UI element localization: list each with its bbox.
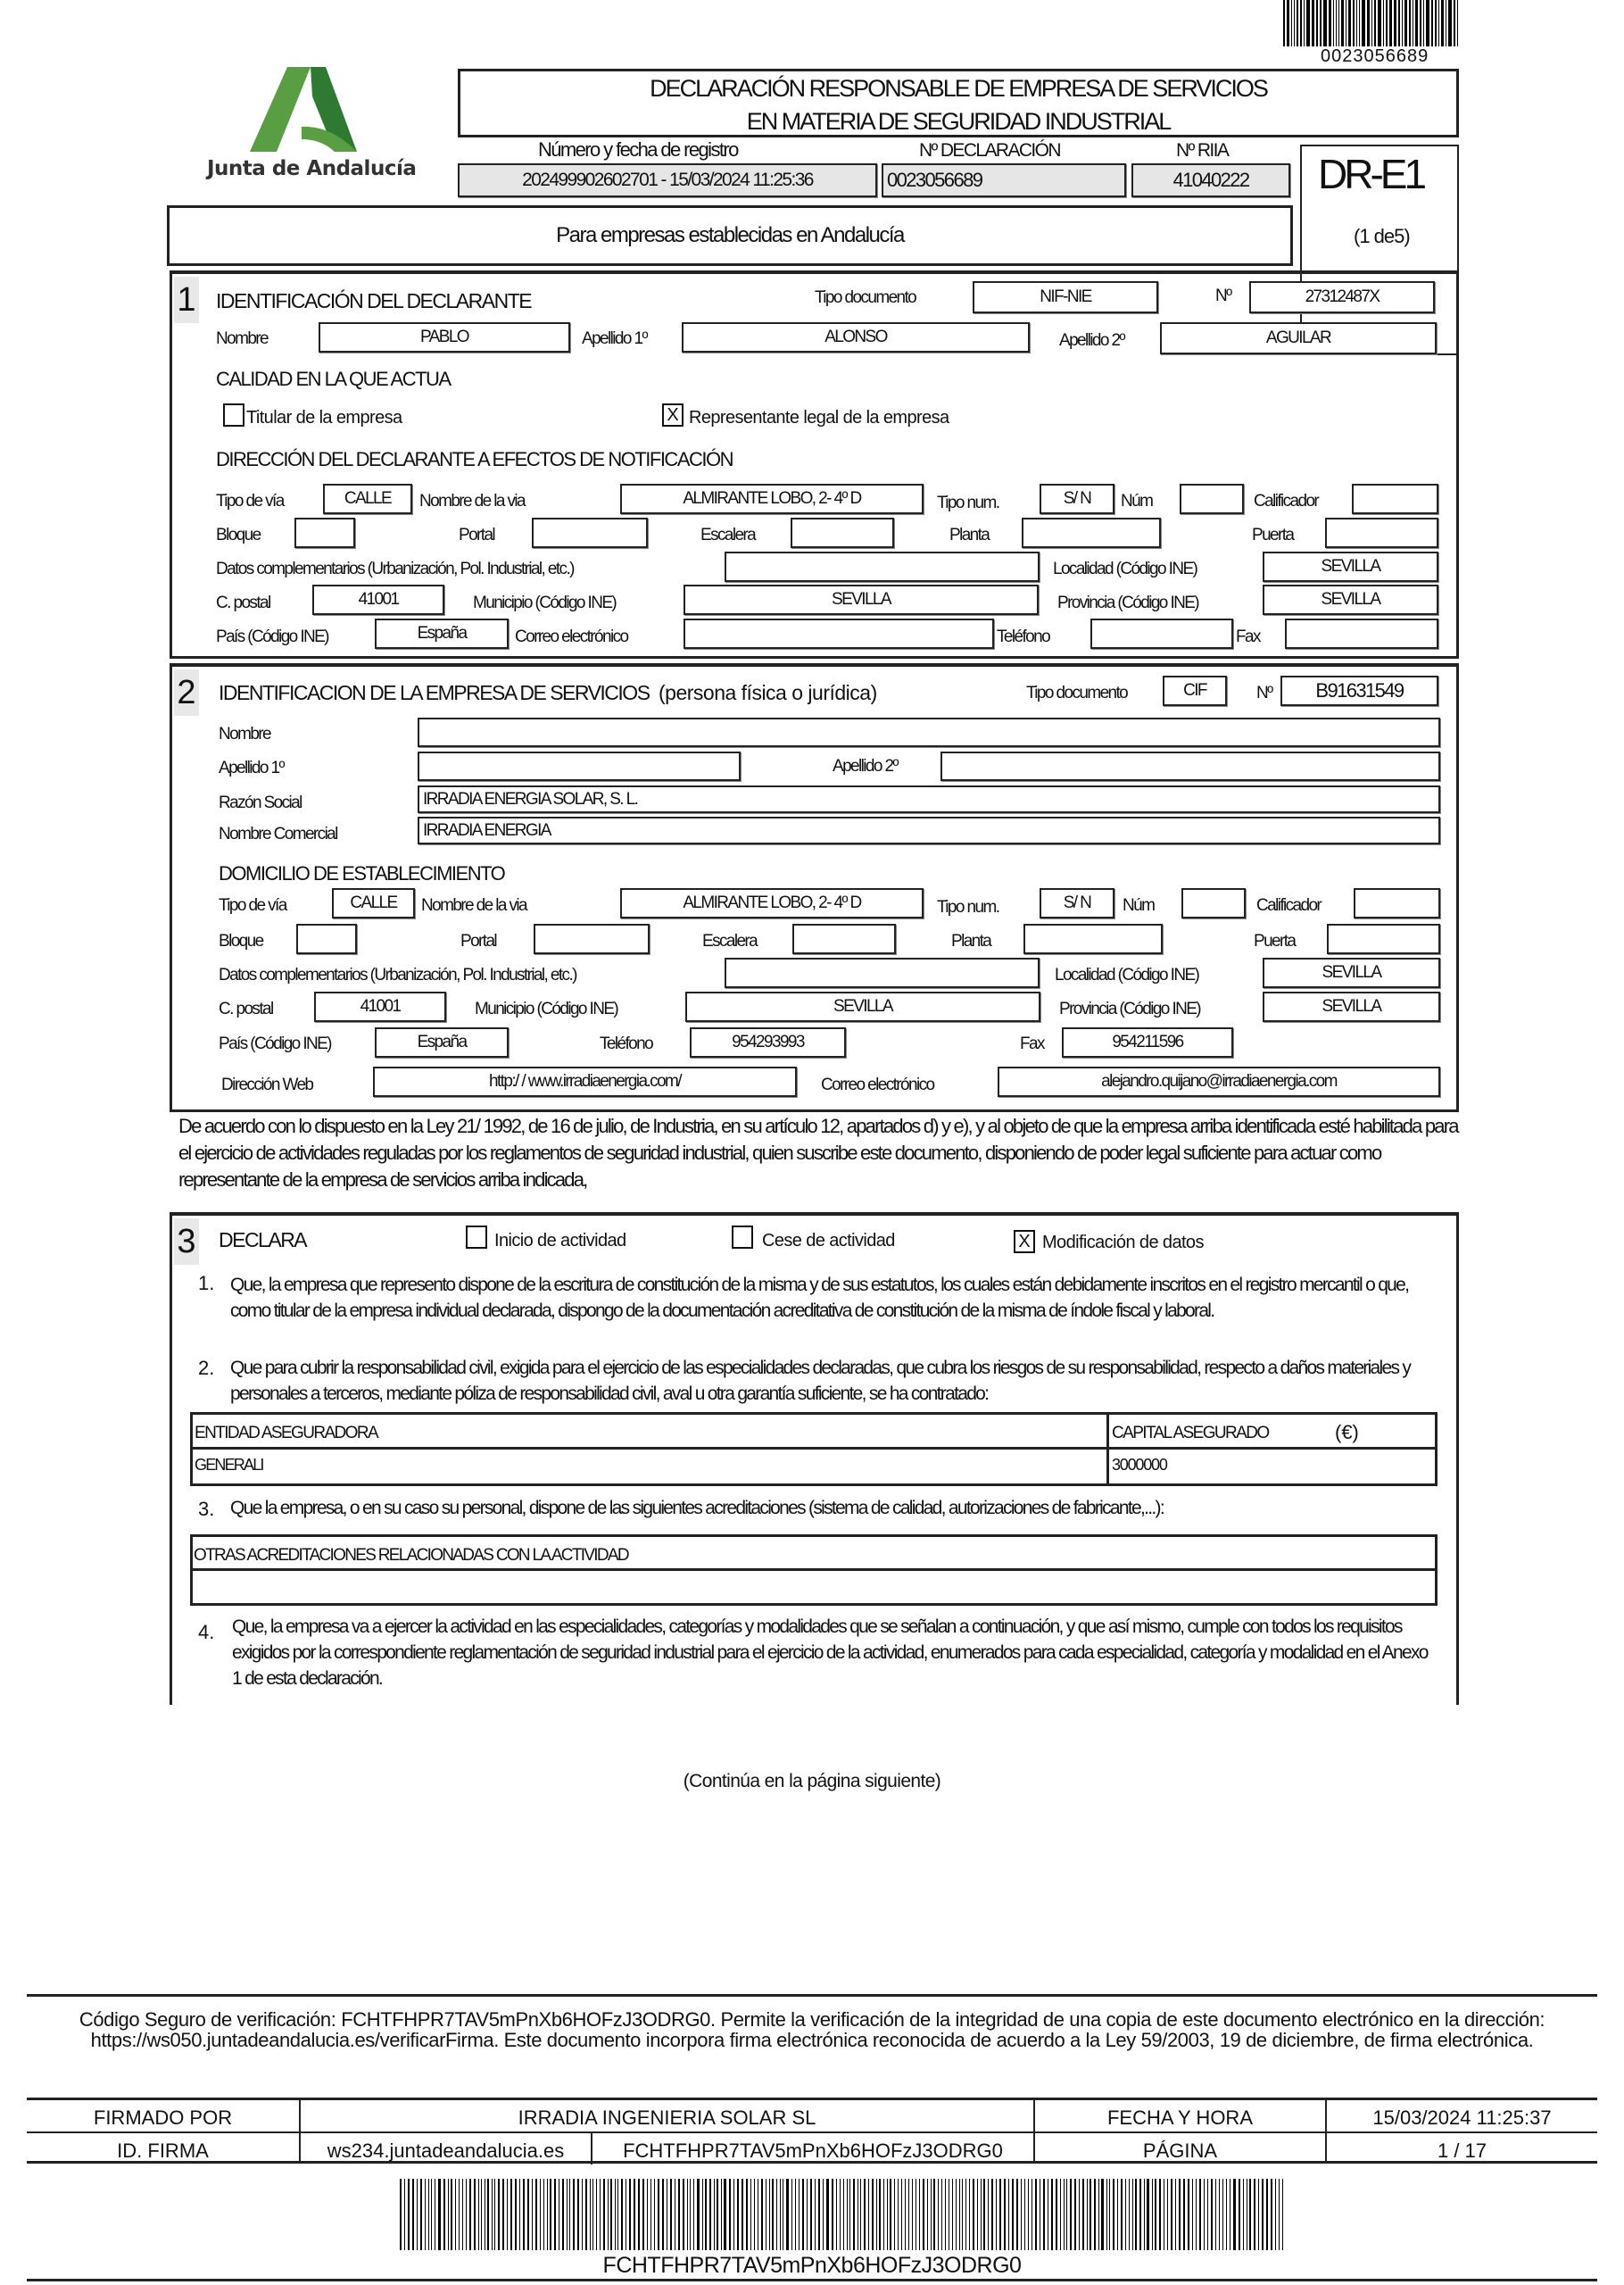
- riia-label: Nº RIIA: [1176, 140, 1229, 161]
- s1-portal-label: Portal: [459, 526, 495, 544]
- modificacion-datos-label: Modificación de datos: [1042, 1233, 1204, 1252]
- s2-localidad-label: Localidad (Código INE): [1055, 966, 1199, 985]
- s1-nombre-via-label: Nombre de la via: [419, 492, 526, 511]
- id-firma-code: FCHTFHPR7TAV5mPnXb6HOFzJ3ODRG0: [623, 2140, 1003, 2162]
- s1-portal-field[interactable]: [532, 518, 648, 548]
- modificacion-datos-checkbox[interactable]: X: [1014, 1230, 1035, 1253]
- subtitle-box: [167, 205, 1293, 266]
- s2-apellido1-field[interactable]: [418, 752, 741, 781]
- insurance-header-euro: (€): [1335, 1421, 1359, 1443]
- s1-nombre-field[interactable]: PABLO: [319, 322, 570, 353]
- s2-bloque-field[interactable]: [296, 924, 357, 954]
- firmado-por-value: IRRADIA INGENIERIA SOLAR SL: [518, 2106, 816, 2129]
- fecha-hora-label: FECHA Y HORA: [1106, 2106, 1253, 2129]
- declaracion-field: 0023056689: [882, 163, 1126, 197]
- s2-localidad-field[interactable]: SEVILLA: [1263, 958, 1440, 988]
- s2-apellido1-label: Apellido 1º: [219, 759, 284, 777]
- s2-datos-label: Datos complementarios (Urbanización, Pol. Industrial, etc.): [219, 966, 576, 985]
- accreditations-table: [190, 1534, 1438, 1606]
- s2-web-field[interactable]: http:/ / www.irradiaenergia.com/: [373, 1067, 797, 1097]
- s1-apellido1-label: Apellido 1º: [582, 329, 647, 348]
- pagina-label: PÁGINA: [1142, 2140, 1218, 2162]
- s1-cpostal-field[interactable]: 41001: [312, 585, 444, 615]
- accreditations-header: OTRAS ACREDITACIONES RELACIONADAS CON LA ACTIVIDAD: [193, 1537, 1435, 1571]
- signature-table: [27, 2098, 1597, 2164]
- s2-municipio-label: Municipio (Código INE): [475, 1000, 618, 1018]
- titular-checkbox[interactable]: [223, 403, 244, 427]
- s2-nombre-via-field[interactable]: ALMIRANTE LOBO, 2- 4º D: [620, 888, 924, 918]
- legal-paragraph: De acuerdo con lo dispuesto en la Ley 21/ 1992, de 16 de julio, de Industria, en su artículo 12, apartados d) y e), y al objeto de que la empresa arriba identificada esté habilitada para el ejercicio de actividades reguladas por los reglamentos de seguridad industrial, quien suscribe este documento, disponiendo de poder legal suficiente para actuar como representante de la empresa de servicios arriba indicada,: [178, 1115, 1458, 1191]
- riia-field: 41040222: [1131, 163, 1290, 197]
- section-2-title-wrap: [219, 681, 877, 705]
- s2-nombre-comercial-field[interactable]: IRRADIA ENERGIA: [418, 817, 1440, 844]
- s2-correo-label: Correo electrónico: [821, 1076, 934, 1094]
- s2-municipio-field[interactable]: SEVILLA: [685, 992, 1040, 1022]
- s1-provincia-label: Provincia (Código INE): [1057, 594, 1199, 612]
- s2-web-label: Dirección Web: [221, 1076, 313, 1094]
- s2-planta-label: Planta: [951, 932, 991, 951]
- s2-nombre-field[interactable]: [418, 718, 1440, 747]
- subtitle: Para empresas establecidas en Andalucía: [556, 223, 904, 247]
- s1-num-field[interactable]: 27312487X: [1249, 281, 1435, 313]
- calidad-title: CALIDAD EN LA QUE ACTUA: [216, 368, 451, 390]
- representante-label: Representante legal de la empresa: [689, 408, 949, 428]
- firmado-por-label: FIRMADO POR: [93, 2106, 233, 2129]
- id-firma-label: ID. FIRMA: [117, 2140, 209, 2162]
- s1-tipo-num-field[interactable]: S/ N: [1040, 484, 1114, 514]
- verification-text-line2: https://ws050.juntadeandalucia.es/verificarFirma. Este documento incorpora firma electrónica reconocida de acuerdo a la Ley 59/2003, 19 de diciembre, de firma electrónica.: [90, 2029, 1534, 2051]
- registro-field: 202499902602701 - 15/03/2024 11:25:36: [458, 163, 877, 197]
- s1-num-via-label: Núm: [1121, 492, 1153, 511]
- verification-footer: [27, 1994, 1597, 2281]
- insurance-col-divider: [1106, 1415, 1109, 1483]
- junta-andalucia-logo: [205, 62, 428, 187]
- s2-datos-field[interactable]: [725, 958, 1040, 988]
- s1-nombre-via-field[interactable]: ALMIRANTE LOBO, 2- 4º D: [620, 484, 924, 514]
- insurance-header-entidad: ENTIDAD ASEGURADORA: [195, 1424, 378, 1442]
- s1-planta-label: Planta: [949, 526, 990, 544]
- s2-nombre-label: Nombre: [219, 725, 270, 744]
- s2-escalera-label: Escalera: [702, 932, 758, 951]
- s2-escalera-field[interactable]: [792, 924, 896, 954]
- declara-item-4-num: 4.: [198, 1621, 215, 1643]
- s1-apellido2-field[interactable]: AGUILAR: [1160, 322, 1437, 354]
- andalucia-a-icon: [205, 62, 428, 161]
- verification-barcode: [400, 2179, 1283, 2250]
- s1-cpostal-label: C. postal: [216, 594, 270, 612]
- declara-item-3-num: 3.: [198, 1498, 215, 1520]
- declara-item-4: Que, la empresa va a ejercer la actividad en las especialidades, categorías y modalidades que se señalan a continuación, y que así mismo, cumple con todos los requisitos exigidos por la correspondiente reglamentación de seguridad industrial para el ejercicio de la actividad, enumerados para cada especialidad, categoría y modalidad en el Anexo 1 de esta declaración.: [232, 1616, 1428, 1689]
- s2-puerta-field[interactable]: [1327, 924, 1440, 954]
- section-2-number: 2: [174, 669, 199, 716]
- insurance-header-row: [193, 1415, 1435, 1450]
- declara-item-3: Que la empresa, o en su caso su personal, dispone de las siguientes acreditaciones (sistema de calidad, autorizaciones de fabricante,...):: [230, 1498, 1164, 1518]
- declara-item-2: Que para cubrir la responsabilidad civil, exigida para el ejercicio de las especialidades declaradas, que cubra los riesgos de su responsabilidad, respecto a daños materiales y personales a terceros, mediante póliza de responsabilidad civil, aval u otra garantía suficiente, se ha contratado:: [230, 1358, 1411, 1404]
- s2-num-via-field[interactable]: [1181, 888, 1246, 918]
- s1-escalera-field[interactable]: [791, 518, 894, 548]
- inicio-actividad-label: Inicio de actividad: [494, 1231, 626, 1251]
- s1-correo-label: Correo electrónico: [515, 627, 628, 646]
- s1-tipo-via-label: Tipo de vía: [216, 492, 284, 511]
- s2-cpostal-field[interactable]: 41001: [314, 992, 446, 1022]
- s1-fax-label: Fax: [1236, 627, 1260, 646]
- s2-fax-label: Fax: [1020, 1034, 1044, 1053]
- s1-tipo-via-field[interactable]: CALLE: [323, 484, 412, 514]
- titular-label: Titular de la empresa: [246, 408, 402, 428]
- s2-nombre-comercial-label: Nombre Comercial: [219, 825, 337, 843]
- continues-note: (Continúa en la página siguiente): [683, 1771, 941, 1791]
- s1-pais-field[interactable]: España: [375, 619, 509, 649]
- declara-item-2-num: 2.: [198, 1357, 215, 1379]
- s1-puerta-field[interactable]: [1325, 518, 1438, 548]
- s2-tipo-doc-label: Tipo documento: [1026, 684, 1128, 702]
- s2-planta-field[interactable]: [1023, 924, 1163, 954]
- logo-text: Junta de Andalucía: [207, 157, 417, 180]
- section-1-number: 1: [174, 277, 199, 323]
- s2-calificador-field[interactable]: [1354, 888, 1440, 918]
- s1-provincia-field[interactable]: SEVILLA: [1263, 585, 1438, 615]
- s1-calificador-label: Calificador: [1254, 492, 1319, 511]
- section-2-title-suffix: (persona física o jurídica): [659, 681, 877, 704]
- s2-tipo-doc-field[interactable]: CIF: [1163, 676, 1227, 706]
- fecha-hora-value: 15/03/2024 11:25:37: [1372, 2106, 1552, 2129]
- form-title-line2: EN MATERIA DE SEGURIDAD INDUSTRIAL: [746, 108, 1171, 135]
- s2-telefono-field[interactable]: 954293993: [690, 1027, 846, 1058]
- s2-provincia-field[interactable]: SEVILLA: [1263, 992, 1440, 1022]
- id-firma-host: ws234.juntadeandalucia.es: [327, 2140, 565, 2162]
- s1-localidad-field[interactable]: SEVILLA: [1263, 552, 1438, 582]
- s2-telefono-label: Teléfono: [600, 1034, 653, 1053]
- s1-escalera-label: Escalera: [700, 526, 756, 544]
- verification-text-line1: Código Seguro de verificación: FCHTFHPR7TAV5mPnXb6HOFzJ3ODRG0. Permite la verificación de la integridad de una copia de este documento electrónico en la dirección:: [79, 2008, 1545, 2031]
- s2-bloque-label: Bloque: [219, 932, 263, 951]
- s1-datos-label: Datos complementarios (Urbanización, Pol. Industrial, etc.): [216, 560, 574, 578]
- s1-calificador-field[interactable]: [1352, 484, 1438, 514]
- s1-municipio-label: Municipio (Código INE): [473, 594, 617, 612]
- registro-label: Número y fecha de registro: [538, 138, 738, 161]
- representante-checkbox[interactable]: X: [662, 403, 684, 427]
- insurance-capital-value: 3000000: [1112, 1456, 1167, 1474]
- domicilio-title: DOMICILIO DE ESTABLECIMIENTO: [219, 862, 505, 885]
- s1-pais-label: País (Código INE): [216, 627, 328, 646]
- s2-pais-label: País (Código INE): [219, 1034, 331, 1053]
- s1-fax-field[interactable]: [1285, 619, 1438, 649]
- s2-portal-label: Portal: [460, 932, 497, 951]
- s1-localidad-label: Localidad (Código INE): [1053, 560, 1197, 578]
- s1-municipio-field[interactable]: SEVILLA: [684, 585, 1039, 615]
- s2-num-label: Nº: [1256, 684, 1272, 702]
- form-title-line1: DECLARACIÓN RESPONSABLE DE EMPRESA DE SERVICIOS: [650, 75, 1267, 102]
- s1-tipo-doc-label: Tipo documento: [815, 288, 916, 307]
- pagina-value: 1 / 17: [1437, 2140, 1487, 2162]
- section-2-title: IDENTIFICACION DE LA EMPRESA DE SERVICIOS: [219, 681, 650, 704]
- s2-tipo-num-label: Tipo num.: [937, 898, 999, 917]
- insurance-entidad-value: GENERALI: [195, 1456, 263, 1474]
- s1-num-label: Nº: [1215, 287, 1231, 305]
- s1-telefono-label: Teléfono: [997, 627, 1050, 646]
- s2-apellido2-field[interactable]: [940, 752, 1440, 781]
- form-code: DR-E1: [1318, 151, 1424, 197]
- cese-actividad-label: Cese de actividad: [762, 1231, 895, 1251]
- inicio-actividad-checkbox[interactable]: [466, 1226, 487, 1249]
- s1-correo-field[interactable]: [684, 619, 994, 649]
- cese-actividad-checkbox[interactable]: [732, 1226, 753, 1249]
- s1-bloque-label: Bloque: [216, 526, 261, 544]
- s2-apellido2-label: Apellido 2º: [833, 757, 898, 776]
- s2-tipo-via-field[interactable]: CALLE: [332, 888, 415, 918]
- s2-num-via-label: Núm: [1123, 896, 1155, 915]
- verification-text: [36, 2009, 1588, 2050]
- s1-datos-field[interactable]: [725, 552, 1040, 582]
- insurance-header-capital: CAPITAL ASEGURADO: [1112, 1424, 1269, 1442]
- s2-nombre-via-label: Nombre de la via: [421, 896, 527, 915]
- s1-nombre-label: Nombre: [216, 329, 268, 348]
- form-title-box: [458, 69, 1459, 137]
- s1-apellido2-label: Apellido 2º: [1059, 331, 1124, 350]
- s2-tipo-via-label: Tipo de vía: [219, 896, 286, 915]
- direccion-title: DIRECCIÓN DEL DECLARANTE A EFECTOS DE NOTIFICACIÓN: [216, 448, 733, 470]
- declara-item-1: Que, la empresa que represento dispone de la escritura de constitución de la misma y de sus estatutos, los cuales están debidamente inscritos en el registro mercantil o que, como titular de la empresa individual declarada, dispongo de la documentación acreditativa de constitución de la misma de índole fiscal y laboral.: [230, 1275, 1409, 1321]
- s1-planta-field[interactable]: [1022, 518, 1161, 548]
- s1-puerta-label: Puerta: [1252, 526, 1294, 544]
- verification-barcode-text: FCHTFHPR7TAV5mPnXb6HOFzJ3ODRG0: [602, 2253, 1022, 2278]
- s2-cpostal-label: C. postal: [219, 1000, 273, 1018]
- top-barcode-number: 0023056689: [1321, 46, 1429, 66]
- s1-tipo-doc-field[interactable]: NIF-NIE: [973, 281, 1158, 313]
- section-3-number: 3: [174, 1218, 199, 1265]
- s1-apellido1-field[interactable]: ALONSO: [682, 322, 1030, 353]
- section-1-title: IDENTIFICACIÓN DEL DECLARANTE: [216, 289, 532, 312]
- s2-calificador-label: Calificador: [1256, 896, 1322, 915]
- s2-fax-field[interactable]: 954211596: [1062, 1027, 1233, 1058]
- page-of: (1 de5): [1354, 225, 1410, 247]
- top-barcode: [1283, 0, 1458, 46]
- signature-row-divider: [27, 2131, 1597, 2133]
- s2-correo-field[interactable]: alejandro.quijano@irradiaenergia.com: [998, 1067, 1440, 1097]
- s2-razon-social-label: Razón Social: [219, 794, 302, 812]
- s1-tipo-num-label: Tipo num.: [937, 494, 999, 512]
- declaracion-label: Nº DECLARACIÓN: [919, 140, 1060, 161]
- s1-telefono-field[interactable]: [1090, 619, 1233, 649]
- s1-num-via-field[interactable]: [1180, 484, 1244, 514]
- s2-razon-social-field[interactable]: IRRADIA ENERGIA SOLAR, S. L.: [418, 785, 1440, 813]
- s1-bloque-field[interactable]: [294, 518, 355, 548]
- s2-provincia-label: Provincia (Código INE): [1059, 1000, 1201, 1018]
- s2-portal-field[interactable]: [534, 924, 650, 954]
- s2-tipo-num-field[interactable]: S/ N: [1040, 888, 1114, 918]
- declara-item-1-num: 1.: [198, 1272, 215, 1294]
- section-3-title: DECLARA: [219, 1228, 307, 1251]
- s2-pais-field[interactable]: España: [375, 1027, 509, 1058]
- insurance-table: [190, 1412, 1438, 1486]
- s2-num-field[interactable]: B91631549: [1280, 676, 1438, 706]
- s2-puerta-label: Puerta: [1254, 932, 1296, 951]
